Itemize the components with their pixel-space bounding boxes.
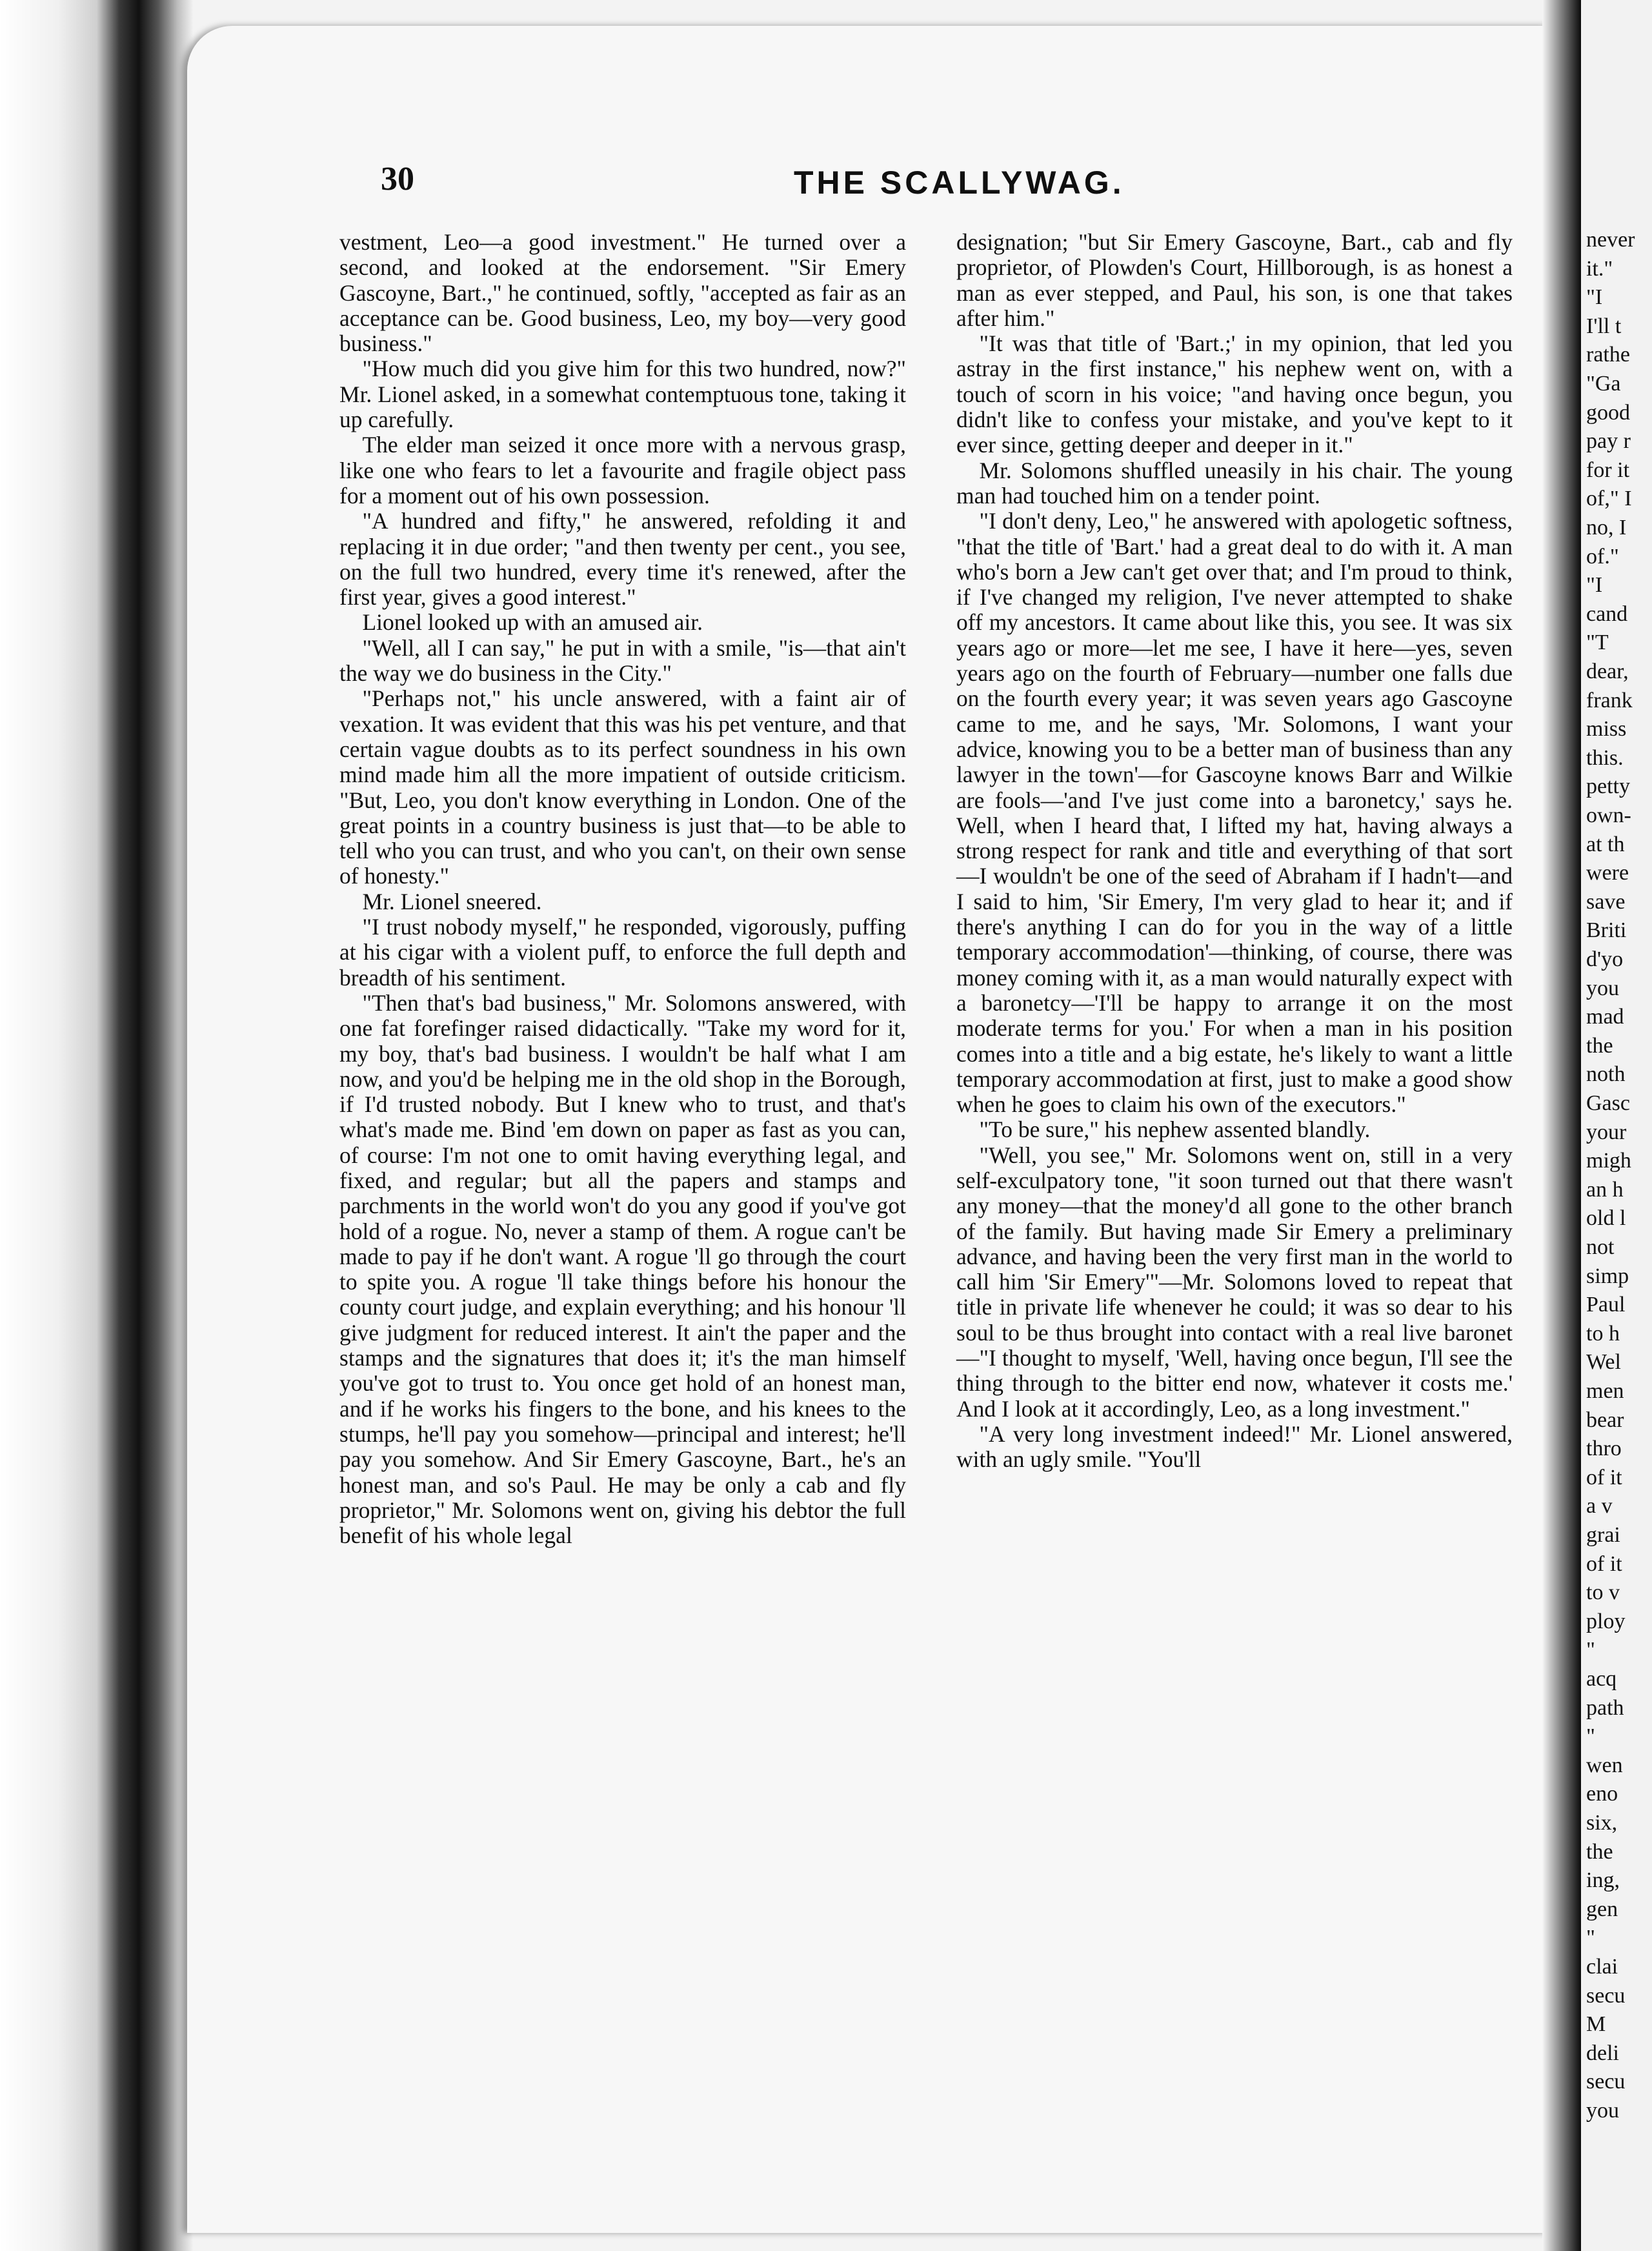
adjacent-page-fragment: ploy — [1586, 1609, 1626, 1633]
paragraph: "Well, all I can say," he put in with a smile, "is—that ain't the way we do business in the City." — [339, 634, 906, 687]
page-number: 30 — [381, 161, 414, 197]
adjacent-page-fragment: clai — [1586, 1955, 1618, 1979]
adjacent-page-fragment: "Ga — [1586, 372, 1621, 396]
adjacent-page-fragment: simp — [1586, 1264, 1629, 1288]
paragraph: "I don't deny, Leo," he answered with apologetic softness, "that the title of 'Bart.' had a great deal to do with it. A man who's born a Jew can't get over that; and I'm proud to think, if I've changed my religion, I've never attempted to shake off my ancestors. It came about like this, you see. It was six years ago or more—let me see, I have it here—yes, seven years ago on the fourth of February—number one falls due on the fourth every year; it was seven years ago Gascoyne came to me, and he says, 'Mr. Solomons, I want your advice, knowing you to be a better man of business than any lawyer in the town'—for Gascoyne knows Barr and Wilkie are fools—'and I've just come into a baronetcy,' says he. Well, when I heard that, I lifted my hat, having always a strong respect for rank and title and everything of that sort—I wouldn't be one of the seed of Abraham if I hadn't—and I said to him, 'Sir Emery, I'm very glad to hear it; and if there's anything I can do for you in the way of a little temporary accommodation'—thinking, of course, there was money coming with it, as a man would naturally expect with a baronetcy—'I'll be happy to arrange it on the most moderate terms for you.' For when a man in his position comes into a title and a big estate, he's likely to want a little temporary accommodation at first, just to make a good show when he goes to claim his own of the executors." — [956, 508, 1513, 1118]
adjacent-page-fragment: " — [1586, 1926, 1595, 1950]
paragraph: "Perhaps not," his uncle answered, with a faint air of vexation. It was evident that this was his pet venture, and that certain vague doubts as to its perfect soundness in his own mind made him all the more impatient of outside criticism. "But, Leo, you don't know everything in London. One of the great points in a country business is just that—to be able to tell who you can trust, and who you can't, on their own sense of honesty." — [339, 685, 906, 889]
adjacent-page-fragment: this. — [1586, 745, 1624, 770]
adjacent-page-fragment: Paul — [1586, 1293, 1626, 1317]
adjacent-page-fragment: pay r — [1586, 429, 1631, 454]
adjacent-page-fragment: eno — [1586, 1782, 1618, 1806]
right-text-column — [956, 230, 1513, 1473]
paragraph: "Then that's bad business," Mr. Solomons answered, with one fat forefinger raised didactically. "Take my word for it, my boy, that's bad business. I wouldn't be half what I am now, and you'd be helping me in the old shop in the Borough, if I'd trusted nobody. But I knew who to trust, and that's what's made me. Bind 'em down on paper as fast as you can, of course: I'm not one to omit having everything legal, and fixed, and regular; but all the papers and stamps and parchments in the world won't do you any good if you've got hold of a rogue. No, never a stamp of them. A rogue can't be made to pay if he don't want. A rogue 'll go through the court to spite you. A rogue 'll take things before his honour the county court judge, and explain everything; and his honour 'll give judgment for reduced interest. It ain't the paper and the stamps and the signatures that does it; it's the man himself you've got to trust to. You once get hold of an honest man, and if he works his fingers to the bone, and his knees to the stumps, he'll pay you somehow—principal and interest; he'll pay you somehow. And Sir Emery Gascoyne, Bart., he's an honest man, and so's Paul. He may be only a cab and fly proprietor," Mr. Solomons went on, giving his debtor the full benefit of his whole legal — [339, 989, 906, 1549]
adjacent-page-fragment: " — [1586, 1724, 1595, 1749]
book-binding-gutter — [0, 0, 194, 2251]
paragraph: The elder man seized it once more with a nervous grasp, like one who fears to let a favourite and fragile object pass for a moment out of his own possession. — [339, 432, 906, 509]
adjacent-page-fragment: you — [1586, 2099, 1619, 2123]
adjacent-page-fragment: miss — [1586, 717, 1627, 742]
paragraph: "I trust nobody myself," he responded, vigorously, puffing at his cigar with a violent puff, to enforce the full depth and breadth of his sentiment. — [339, 914, 906, 991]
adjacent-page-fragment: grai — [1586, 1523, 1620, 1547]
adjacent-page-fragment: rathe — [1586, 343, 1630, 367]
adjacent-page-fragment: mad — [1586, 1005, 1624, 1029]
adjacent-page-fragment: you — [1586, 976, 1619, 1000]
paragraph: "It was that title of 'Bart.;' in my opinion, that led you astray in the first instance," his nephew went on, with a touch of scorn in his voice; "and having once begun, you didn't like to confess your mistake, and you've kept to it ever since, getting deeper and deeper in it." — [956, 330, 1513, 458]
paragraph: Mr. Solomons shuffled uneasily in his chair. The young man had touched him on a tender point. — [956, 457, 1513, 509]
adjacent-page-fragment: ing, — [1586, 1868, 1620, 1893]
paragraph: "A hundred and fifty," he answered, refolding it and replacing it in due order; "and then twenty per cent., you see, on the full two hundred, every time it's renewed, after the first year, gives a good interest." — [339, 508, 906, 611]
adjacent-page-fragment: migh — [1586, 1149, 1631, 1173]
adjacent-page-fragment: petty — [1586, 774, 1630, 799]
paragraph: "Well, you see," Mr. Solomons went on, still in a very self-exculpatory tone, "it soon turned out that there wasn't any money—that the money'd all gone to the other branch of the family. But having made Sir Emery a preliminary advance, and having been the very first man in the world to call him 'Sir Emery'"—Mr. Solomons loved to repeat that title in private life whenever he could; it was so dear to his soul to be thus brought into contact with a real live baronet—"I thought to myself, 'Well, having once begun, I'll see the thing through to the bitter end now, whatever it costs me.' And I look at it accordingly, Leo, as a long investment." — [956, 1142, 1513, 1422]
paragraph: designation; "but Sir Emery Gascoyne, Bart., cab and fly proprietor, of Plowden's Court, Hillborough, is as honest a man as ever stepped, and Paul, his son, is one that takes after him." — [956, 229, 1513, 331]
adjacent-page-fragment: it." — [1586, 256, 1613, 281]
adjacent-page-fragment: no, I — [1586, 516, 1627, 540]
adjacent-page-fragment: own- — [1586, 803, 1631, 827]
adjacent-page-fragment: deli — [1586, 2041, 1619, 2065]
adjacent-page-fragment: "I — [1586, 573, 1603, 598]
adjacent-page-fragment: of it — [1586, 1551, 1622, 1576]
adjacent-page-fragment: thro — [1586, 1437, 1622, 1461]
adjacent-page-fragment: I'll t — [1586, 314, 1622, 338]
left-text-column — [339, 230, 906, 1548]
adjacent-page-fragment: the — [1586, 1839, 1613, 1864]
adjacent-page-fragment: dear, — [1586, 660, 1629, 683]
adjacent-page-fragment: six, — [1586, 1811, 1618, 1835]
adjacent-page-fragment: your — [1586, 1120, 1627, 1144]
adjacent-page-fragment: cand — [1586, 601, 1628, 626]
adjacent-page-fragment: secu — [1586, 2070, 1626, 2094]
adjacent-page-fragment: acq — [1586, 1667, 1617, 1691]
adjacent-page-fragment: of it — [1586, 1465, 1622, 1489]
adjacent-page-fragment: wen — [1586, 1753, 1623, 1777]
adjacent-page-fragment: to h — [1586, 1321, 1620, 1346]
adjacent-page-fragment: the — [1586, 1033, 1613, 1058]
adjacent-page-fragment: " — [1586, 1638, 1595, 1662]
adjacent-page-fragment: for it — [1586, 458, 1630, 482]
paragraph: Lionel looked up with an amused air. — [362, 609, 703, 636]
paragraph: "To be sure," his nephew assented blandly. — [979, 1116, 1371, 1143]
running-title: THE SCALLYWAG. — [794, 165, 1125, 201]
page-fold-shadow — [1542, 0, 1581, 2251]
adjacent-page-fragment: good — [1586, 400, 1630, 425]
adjacent-page-fragment: Gasc — [1586, 1091, 1630, 1115]
adjacent-page-fragment: "I — [1586, 285, 1603, 310]
paragraph: "A very long investment indeed!" Mr. Lionel answered, with an ugly smile. "You'll — [956, 1420, 1513, 1473]
adjacent-page-fragment: noth — [1586, 1062, 1626, 1087]
adjacent-page-fragment: bear — [1586, 1408, 1624, 1432]
adjacent-page-fragment: secu — [1586, 1983, 1626, 2008]
adjacent-page-fragment: save — [1586, 889, 1626, 914]
adjacent-page-fragment: Wel — [1586, 1350, 1621, 1375]
adjacent-page-fragment: path — [1586, 1695, 1624, 1720]
adjacent-page-fragment: of." — [1586, 544, 1619, 569]
adjacent-page-fragment: were — [1586, 861, 1629, 885]
paragraph: "How much did you give him for this two hundred, now?" Mr. Lionel asked, in a somewhat contemptuous tone, taking it up carefully. — [339, 356, 906, 433]
adjacent-page-fragment: at th — [1586, 832, 1625, 856]
paragraph: Mr. Lionel sneered. — [362, 888, 542, 914]
adjacent-page-fragment: never — [1586, 228, 1635, 252]
adjacent-page-fragment: not — [1586, 1235, 1615, 1259]
paragraph: vestment, Leo—a good investment." He turned over a second, and looked at the endorsement. "Sir Emery Gascoyne, Bart.," he continued, softly, "accepted as fair as an acceptance can be. Good business, Leo, my boy—very good business." — [339, 229, 906, 357]
adjacent-page-fragment: "T — [1586, 631, 1609, 655]
adjacent-page-fragment: a v — [1586, 1494, 1613, 1519]
adjacent-page-edge — [1581, 0, 1652, 2251]
adjacent-page-fragment: Briti — [1586, 918, 1627, 943]
adjacent-page-fragment: d'yo — [1586, 947, 1624, 971]
adjacent-page-fragment: M — [1586, 2012, 1606, 2037]
adjacent-page-fragment: to v — [1586, 1580, 1620, 1605]
adjacent-page-fragment: gen — [1586, 1897, 1618, 1921]
adjacent-page-fragment: old l — [1586, 1206, 1626, 1231]
adjacent-page-fragment: of," I — [1586, 487, 1632, 511]
adjacent-page-fragment: men — [1586, 1379, 1624, 1403]
adjacent-page-fragment: an h — [1586, 1177, 1624, 1202]
adjacent-page-fragment: frank — [1586, 688, 1633, 712]
